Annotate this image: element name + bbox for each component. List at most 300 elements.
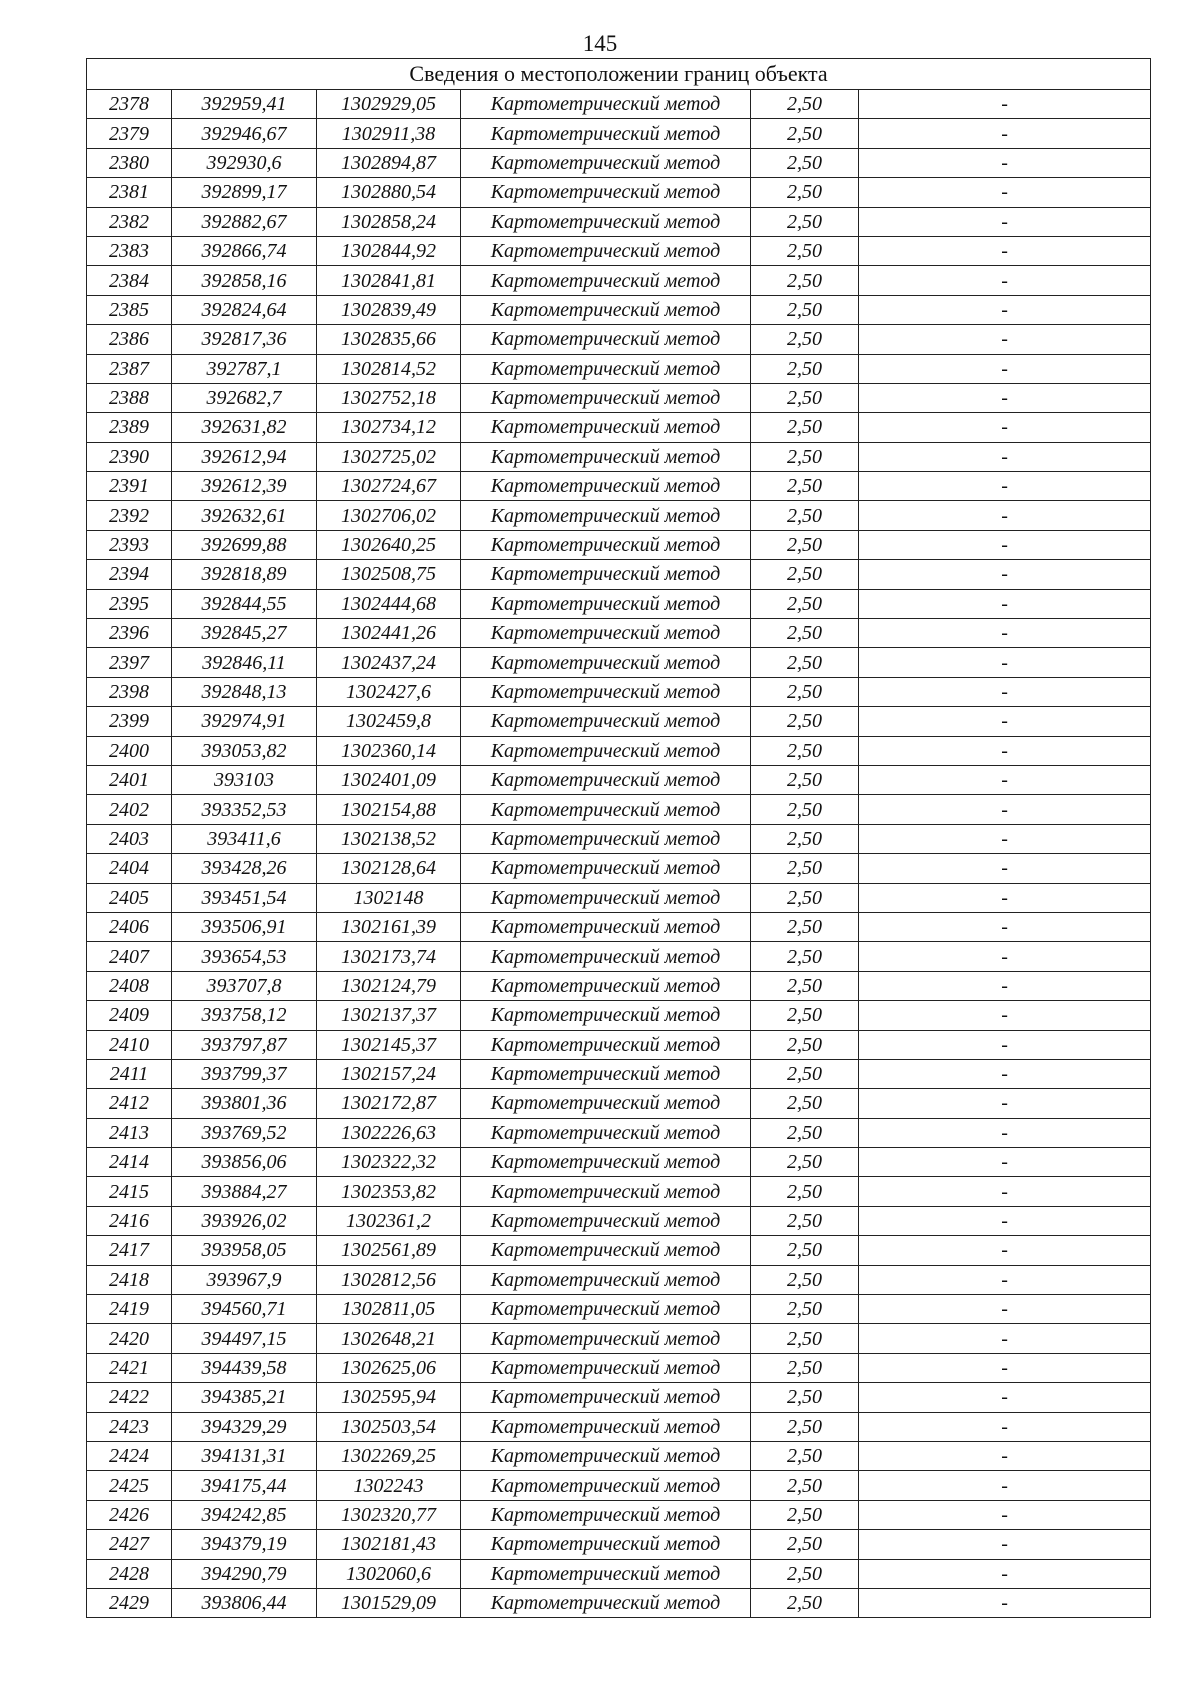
- y-coordinate-cell: 1302173,74: [317, 942, 461, 971]
- accuracy-cell: 2,50: [751, 383, 859, 412]
- point-number-cell: 2387: [87, 354, 172, 383]
- description-cell: -: [859, 1001, 1151, 1030]
- point-number-cell: 2416: [87, 1206, 172, 1235]
- y-coordinate-cell: 1302138,52: [317, 824, 461, 853]
- accuracy-cell: 2,50: [751, 266, 859, 295]
- point-number-cell: 2404: [87, 854, 172, 883]
- accuracy-cell: 2,50: [751, 1265, 859, 1294]
- x-coordinate-cell: 393053,82: [172, 736, 317, 765]
- boundary-coordinates-table: [86, 58, 1151, 1618]
- method-cell: Картометрический метод: [461, 1383, 751, 1412]
- point-number-cell: 2396: [87, 619, 172, 648]
- y-coordinate-cell: 1302353,82: [317, 1177, 461, 1206]
- method-cell: Картометрический метод: [461, 236, 751, 265]
- accuracy-cell: 2,50: [751, 589, 859, 618]
- table-row: [87, 1324, 1151, 1353]
- method-cell: Картометрический метод: [461, 1059, 751, 1088]
- point-number-cell: 2417: [87, 1236, 172, 1265]
- table-row: [87, 354, 1151, 383]
- x-coordinate-cell: 393967,9: [172, 1265, 317, 1294]
- method-cell: Картометрический метод: [461, 1471, 751, 1500]
- accuracy-cell: 2,50: [751, 854, 859, 883]
- method-cell: Картометрический метод: [461, 1030, 751, 1059]
- x-coordinate-cell: 393797,87: [172, 1030, 317, 1059]
- description-cell: -: [859, 148, 1151, 177]
- y-coordinate-cell: 1302929,05: [317, 90, 461, 119]
- x-coordinate-cell: 393654,53: [172, 942, 317, 971]
- method-cell: Картометрический метод: [461, 942, 751, 971]
- point-number-cell: 2409: [87, 1001, 172, 1030]
- x-coordinate-cell: 393884,27: [172, 1177, 317, 1206]
- x-coordinate-cell: 392845,27: [172, 619, 317, 648]
- y-coordinate-cell: 1302148: [317, 883, 461, 912]
- x-coordinate-cell: 393799,37: [172, 1059, 317, 1088]
- point-number-cell: 2383: [87, 236, 172, 265]
- point-number-cell: 2403: [87, 824, 172, 853]
- method-cell: Картометрический метод: [461, 1588, 751, 1617]
- x-coordinate-cell: 394439,58: [172, 1353, 317, 1382]
- description-cell: -: [859, 619, 1151, 648]
- description-cell: -: [859, 325, 1151, 354]
- y-coordinate-cell: 1302322,32: [317, 1148, 461, 1177]
- x-coordinate-cell: 393769,52: [172, 1118, 317, 1147]
- x-coordinate-cell: 392787,1: [172, 354, 317, 383]
- description-cell: -: [859, 1089, 1151, 1118]
- table-row: [87, 207, 1151, 236]
- x-coordinate-cell: 392846,11: [172, 648, 317, 677]
- accuracy-cell: 2,50: [751, 1001, 859, 1030]
- method-cell: Картометрический метод: [461, 1412, 751, 1441]
- y-coordinate-cell: 1302752,18: [317, 383, 461, 412]
- point-number-cell: 2394: [87, 560, 172, 589]
- accuracy-cell: 2,50: [751, 207, 859, 236]
- description-cell: -: [859, 1324, 1151, 1353]
- accuracy-cell: 2,50: [751, 619, 859, 648]
- description-cell: -: [859, 1236, 1151, 1265]
- accuracy-cell: 2,50: [751, 1353, 859, 1382]
- description-cell: -: [859, 207, 1151, 236]
- y-coordinate-cell: 1302145,37: [317, 1030, 461, 1059]
- description-cell: -: [859, 90, 1151, 119]
- accuracy-cell: 2,50: [751, 1236, 859, 1265]
- description-cell: -: [859, 1206, 1151, 1235]
- x-coordinate-cell: 393856,06: [172, 1148, 317, 1177]
- table-row: [87, 1530, 1151, 1559]
- point-number-cell: 2388: [87, 383, 172, 412]
- x-coordinate-cell: 392817,36: [172, 325, 317, 354]
- x-coordinate-cell: 392858,16: [172, 266, 317, 295]
- table-row: [87, 1383, 1151, 1412]
- y-coordinate-cell: 1302911,38: [317, 119, 461, 148]
- accuracy-cell: 2,50: [751, 295, 859, 324]
- table-row: [87, 1441, 1151, 1470]
- point-number-cell: 2380: [87, 148, 172, 177]
- table-row: [87, 1353, 1151, 1382]
- description-cell: -: [859, 295, 1151, 324]
- accuracy-cell: 2,50: [751, 530, 859, 559]
- method-cell: Картометрический метод: [461, 795, 751, 824]
- table-row: [87, 1471, 1151, 1500]
- table-row: [87, 266, 1151, 295]
- description-cell: -: [859, 530, 1151, 559]
- x-coordinate-cell: 393801,36: [172, 1089, 317, 1118]
- table-row: [87, 1030, 1151, 1059]
- accuracy-cell: 2,50: [751, 1177, 859, 1206]
- x-coordinate-cell: 393806,44: [172, 1588, 317, 1617]
- point-number-cell: 2406: [87, 912, 172, 941]
- method-cell: Картометрический метод: [461, 207, 751, 236]
- accuracy-cell: 2,50: [751, 178, 859, 207]
- table-row: [87, 824, 1151, 853]
- y-coordinate-cell: 1302841,81: [317, 266, 461, 295]
- method-cell: Картометрический метод: [461, 677, 751, 706]
- table-row: [87, 442, 1151, 471]
- y-coordinate-cell: 1302844,92: [317, 236, 461, 265]
- x-coordinate-cell: 392882,67: [172, 207, 317, 236]
- point-number-cell: 2400: [87, 736, 172, 765]
- description-cell: -: [859, 119, 1151, 148]
- method-cell: Картометрический метод: [461, 1265, 751, 1294]
- x-coordinate-cell: 393428,26: [172, 854, 317, 883]
- y-coordinate-cell: 1301529,09: [317, 1588, 461, 1617]
- point-number-cell: 2402: [87, 795, 172, 824]
- y-coordinate-cell: 1302441,26: [317, 619, 461, 648]
- x-coordinate-cell: 392818,89: [172, 560, 317, 589]
- accuracy-cell: 2,50: [751, 442, 859, 471]
- accuracy-cell: 2,50: [751, 1324, 859, 1353]
- y-coordinate-cell: 1302503,54: [317, 1412, 461, 1441]
- table-row: [87, 971, 1151, 1000]
- method-cell: Картометрический метод: [461, 1324, 751, 1353]
- y-coordinate-cell: 1302811,05: [317, 1295, 461, 1324]
- method-cell: Картометрический метод: [461, 1530, 751, 1559]
- y-coordinate-cell: 1302561,89: [317, 1236, 461, 1265]
- description-cell: -: [859, 178, 1151, 207]
- y-coordinate-cell: 1302835,66: [317, 325, 461, 354]
- table-row: [87, 1118, 1151, 1147]
- point-number-cell: 2421: [87, 1353, 172, 1382]
- description-cell: -: [859, 765, 1151, 794]
- x-coordinate-cell: 392612,94: [172, 442, 317, 471]
- point-number-cell: 2410: [87, 1030, 172, 1059]
- x-coordinate-cell: 392699,88: [172, 530, 317, 559]
- method-cell: Картометрический метод: [461, 472, 751, 501]
- y-coordinate-cell: 1302894,87: [317, 148, 461, 177]
- x-coordinate-cell: 394560,71: [172, 1295, 317, 1324]
- point-number-cell: 2418: [87, 1265, 172, 1294]
- accuracy-cell: 2,50: [751, 1588, 859, 1617]
- table-row: [87, 912, 1151, 941]
- accuracy-cell: 2,50: [751, 413, 859, 442]
- x-coordinate-cell: 394242,85: [172, 1500, 317, 1529]
- point-number-cell: 2405: [87, 883, 172, 912]
- table-row: [87, 1089, 1151, 1118]
- y-coordinate-cell: 1302361,2: [317, 1206, 461, 1235]
- table-row: [87, 1059, 1151, 1088]
- point-number-cell: 2407: [87, 942, 172, 971]
- description-cell: -: [859, 354, 1151, 383]
- method-cell: Картометрический метод: [461, 883, 751, 912]
- description-cell: -: [859, 1383, 1151, 1412]
- point-number-cell: 2381: [87, 178, 172, 207]
- table-row: [87, 1265, 1151, 1294]
- x-coordinate-cell: 394290,79: [172, 1559, 317, 1588]
- table-title: Сведения о местоположении границ объекта: [87, 59, 1151, 90]
- point-number-cell: 2411: [87, 1059, 172, 1088]
- table-row: [87, 736, 1151, 765]
- description-cell: -: [859, 1265, 1151, 1294]
- method-cell: Картометрический метод: [461, 1500, 751, 1529]
- point-number-cell: 2385: [87, 295, 172, 324]
- table-row: [87, 148, 1151, 177]
- x-coordinate-cell: 392848,13: [172, 677, 317, 706]
- table-row: [87, 501, 1151, 530]
- y-coordinate-cell: 1302427,6: [317, 677, 461, 706]
- description-cell: -: [859, 824, 1151, 853]
- point-number-cell: 2395: [87, 589, 172, 618]
- x-coordinate-cell: 392946,67: [172, 119, 317, 148]
- table-row: [87, 854, 1151, 883]
- point-number-cell: 2401: [87, 765, 172, 794]
- description-cell: -: [859, 677, 1151, 706]
- accuracy-cell: 2,50: [751, 736, 859, 765]
- y-coordinate-cell: 1302706,02: [317, 501, 461, 530]
- table-row: [87, 883, 1151, 912]
- method-cell: Картометрический метод: [461, 90, 751, 119]
- y-coordinate-cell: 1302459,8: [317, 707, 461, 736]
- description-cell: -: [859, 1177, 1151, 1206]
- point-number-cell: 2424: [87, 1441, 172, 1470]
- accuracy-cell: 2,50: [751, 90, 859, 119]
- accuracy-cell: 2,50: [751, 1148, 859, 1177]
- x-coordinate-cell: 392930,6: [172, 148, 317, 177]
- accuracy-cell: 2,50: [751, 354, 859, 383]
- y-coordinate-cell: 1302161,39: [317, 912, 461, 941]
- method-cell: Картометрический метод: [461, 648, 751, 677]
- description-cell: -: [859, 383, 1151, 412]
- table-row: [87, 560, 1151, 589]
- table-title-row: [87, 59, 1151, 90]
- y-coordinate-cell: 1302724,67: [317, 472, 461, 501]
- method-cell: Картометрический метод: [461, 707, 751, 736]
- point-number-cell: 2427: [87, 1530, 172, 1559]
- table-row: [87, 325, 1151, 354]
- accuracy-cell: 2,50: [751, 1500, 859, 1529]
- method-cell: Картометрический метод: [461, 1089, 751, 1118]
- description-cell: -: [859, 1148, 1151, 1177]
- table-row: [87, 1236, 1151, 1265]
- y-coordinate-cell: 1302128,64: [317, 854, 461, 883]
- description-cell: -: [859, 1530, 1151, 1559]
- point-number-cell: 2413: [87, 1118, 172, 1147]
- y-coordinate-cell: 1302444,68: [317, 589, 461, 618]
- method-cell: Картометрический метод: [461, 1441, 751, 1470]
- point-number-cell: 2420: [87, 1324, 172, 1353]
- accuracy-cell: 2,50: [751, 1030, 859, 1059]
- table-row: [87, 1001, 1151, 1030]
- method-cell: Картометрический метод: [461, 854, 751, 883]
- accuracy-cell: 2,50: [751, 1206, 859, 1235]
- x-coordinate-cell: 392612,39: [172, 472, 317, 501]
- accuracy-cell: 2,50: [751, 1059, 859, 1088]
- point-number-cell: 2429: [87, 1588, 172, 1617]
- x-coordinate-cell: 393506,91: [172, 912, 317, 941]
- y-coordinate-cell: 1302401,09: [317, 765, 461, 794]
- point-number-cell: 2414: [87, 1148, 172, 1177]
- table-row: [87, 1559, 1151, 1588]
- x-coordinate-cell: 392632,61: [172, 501, 317, 530]
- point-number-cell: 2399: [87, 707, 172, 736]
- description-cell: -: [859, 942, 1151, 971]
- point-number-cell: 2398: [87, 677, 172, 706]
- table-row: [87, 1500, 1151, 1529]
- y-coordinate-cell: 1302508,75: [317, 560, 461, 589]
- description-cell: -: [859, 266, 1151, 295]
- description-cell: -: [859, 1588, 1151, 1617]
- accuracy-cell: 2,50: [751, 1295, 859, 1324]
- point-number-cell: 2426: [87, 1500, 172, 1529]
- method-cell: Картометрический метод: [461, 148, 751, 177]
- y-coordinate-cell: 1302226,63: [317, 1118, 461, 1147]
- description-cell: -: [859, 883, 1151, 912]
- table-row: [87, 795, 1151, 824]
- x-coordinate-cell: 393352,53: [172, 795, 317, 824]
- table-row: [87, 1148, 1151, 1177]
- table-row: [87, 90, 1151, 119]
- method-cell: Картометрический метод: [461, 1001, 751, 1030]
- table-row: [87, 530, 1151, 559]
- point-number-cell: 2378: [87, 90, 172, 119]
- description-cell: -: [859, 589, 1151, 618]
- method-cell: Картометрический метод: [461, 325, 751, 354]
- method-cell: Картометрический метод: [461, 912, 751, 941]
- table-row: [87, 1412, 1151, 1441]
- x-coordinate-cell: 392866,74: [172, 236, 317, 265]
- table-row: [87, 383, 1151, 412]
- method-cell: Картометрический метод: [461, 1177, 751, 1206]
- x-coordinate-cell: 393758,12: [172, 1001, 317, 1030]
- y-coordinate-cell: 1302812,56: [317, 1265, 461, 1294]
- x-coordinate-cell: 394497,15: [172, 1324, 317, 1353]
- accuracy-cell: 2,50: [751, 1118, 859, 1147]
- table-row: [87, 648, 1151, 677]
- point-number-cell: 2384: [87, 266, 172, 295]
- point-number-cell: 2412: [87, 1089, 172, 1118]
- point-number-cell: 2379: [87, 119, 172, 148]
- x-coordinate-cell: 394385,21: [172, 1383, 317, 1412]
- y-coordinate-cell: 1302137,37: [317, 1001, 461, 1030]
- point-number-cell: 2425: [87, 1471, 172, 1500]
- table-row: [87, 589, 1151, 618]
- method-cell: Картометрический метод: [461, 413, 751, 442]
- description-cell: -: [859, 1295, 1151, 1324]
- x-coordinate-cell: 393103: [172, 765, 317, 794]
- method-cell: Картометрический метод: [461, 1559, 751, 1588]
- y-coordinate-cell: 1302648,21: [317, 1324, 461, 1353]
- accuracy-cell: 2,50: [751, 1089, 859, 1118]
- accuracy-cell: 2,50: [751, 1559, 859, 1588]
- table-row: [87, 1206, 1151, 1235]
- description-cell: -: [859, 1059, 1151, 1088]
- table-row: [87, 119, 1151, 148]
- method-cell: Картометрический метод: [461, 765, 751, 794]
- point-number-cell: 2423: [87, 1412, 172, 1441]
- x-coordinate-cell: 393926,02: [172, 1206, 317, 1235]
- y-coordinate-cell: 1302360,14: [317, 736, 461, 765]
- y-coordinate-cell: 1302814,52: [317, 354, 461, 383]
- x-coordinate-cell: 393411,6: [172, 824, 317, 853]
- x-coordinate-cell: 393451,54: [172, 883, 317, 912]
- method-cell: Картометрический метод: [461, 1295, 751, 1324]
- description-cell: -: [859, 707, 1151, 736]
- accuracy-cell: 2,50: [751, 824, 859, 853]
- y-coordinate-cell: 1302060,6: [317, 1559, 461, 1588]
- point-number-cell: 2391: [87, 472, 172, 501]
- accuracy-cell: 2,50: [751, 765, 859, 794]
- point-number-cell: 2393: [87, 530, 172, 559]
- y-coordinate-cell: 1302725,02: [317, 442, 461, 471]
- description-cell: -: [859, 501, 1151, 530]
- y-coordinate-cell: 1302157,24: [317, 1059, 461, 1088]
- description-cell: -: [859, 1353, 1151, 1382]
- y-coordinate-cell: 1302320,77: [317, 1500, 461, 1529]
- accuracy-cell: 2,50: [751, 795, 859, 824]
- x-coordinate-cell: 393958,05: [172, 1236, 317, 1265]
- table-row: [87, 765, 1151, 794]
- x-coordinate-cell: 394175,44: [172, 1471, 317, 1500]
- table-row: [87, 707, 1151, 736]
- method-cell: Картометрический метод: [461, 354, 751, 383]
- y-coordinate-cell: 1302640,25: [317, 530, 461, 559]
- description-cell: -: [859, 1559, 1151, 1588]
- description-cell: -: [859, 971, 1151, 1000]
- y-coordinate-cell: 1302595,94: [317, 1383, 461, 1412]
- method-cell: Картометрический метод: [461, 442, 751, 471]
- description-cell: -: [859, 1500, 1151, 1529]
- method-cell: Картометрический метод: [461, 824, 751, 853]
- table-row: [87, 1588, 1151, 1617]
- method-cell: Картометрический метод: [461, 295, 751, 324]
- description-cell: -: [859, 736, 1151, 765]
- method-cell: Картометрический метод: [461, 1353, 751, 1382]
- description-cell: -: [859, 648, 1151, 677]
- table-row: [87, 619, 1151, 648]
- y-coordinate-cell: 1302858,24: [317, 207, 461, 236]
- accuracy-cell: 2,50: [751, 472, 859, 501]
- description-cell: -: [859, 795, 1151, 824]
- description-cell: -: [859, 442, 1151, 471]
- description-cell: -: [859, 854, 1151, 883]
- accuracy-cell: 2,50: [751, 1412, 859, 1441]
- description-cell: -: [859, 1441, 1151, 1470]
- point-number-cell: 2389: [87, 413, 172, 442]
- y-coordinate-cell: 1302172,87: [317, 1089, 461, 1118]
- page-number: 145: [582, 31, 618, 56]
- method-cell: Картометрический метод: [461, 1236, 751, 1265]
- point-number-cell: 2392: [87, 501, 172, 530]
- accuracy-cell: 2,50: [751, 1383, 859, 1412]
- description-cell: -: [859, 413, 1151, 442]
- table-row: [87, 236, 1151, 265]
- y-coordinate-cell: 1302124,79: [317, 971, 461, 1000]
- point-number-cell: 2397: [87, 648, 172, 677]
- method-cell: Картометрический метод: [461, 560, 751, 589]
- point-number-cell: 2422: [87, 1383, 172, 1412]
- point-number-cell: 2419: [87, 1295, 172, 1324]
- accuracy-cell: 2,50: [751, 148, 859, 177]
- y-coordinate-cell: 1302243: [317, 1471, 461, 1500]
- table-row: [87, 178, 1151, 207]
